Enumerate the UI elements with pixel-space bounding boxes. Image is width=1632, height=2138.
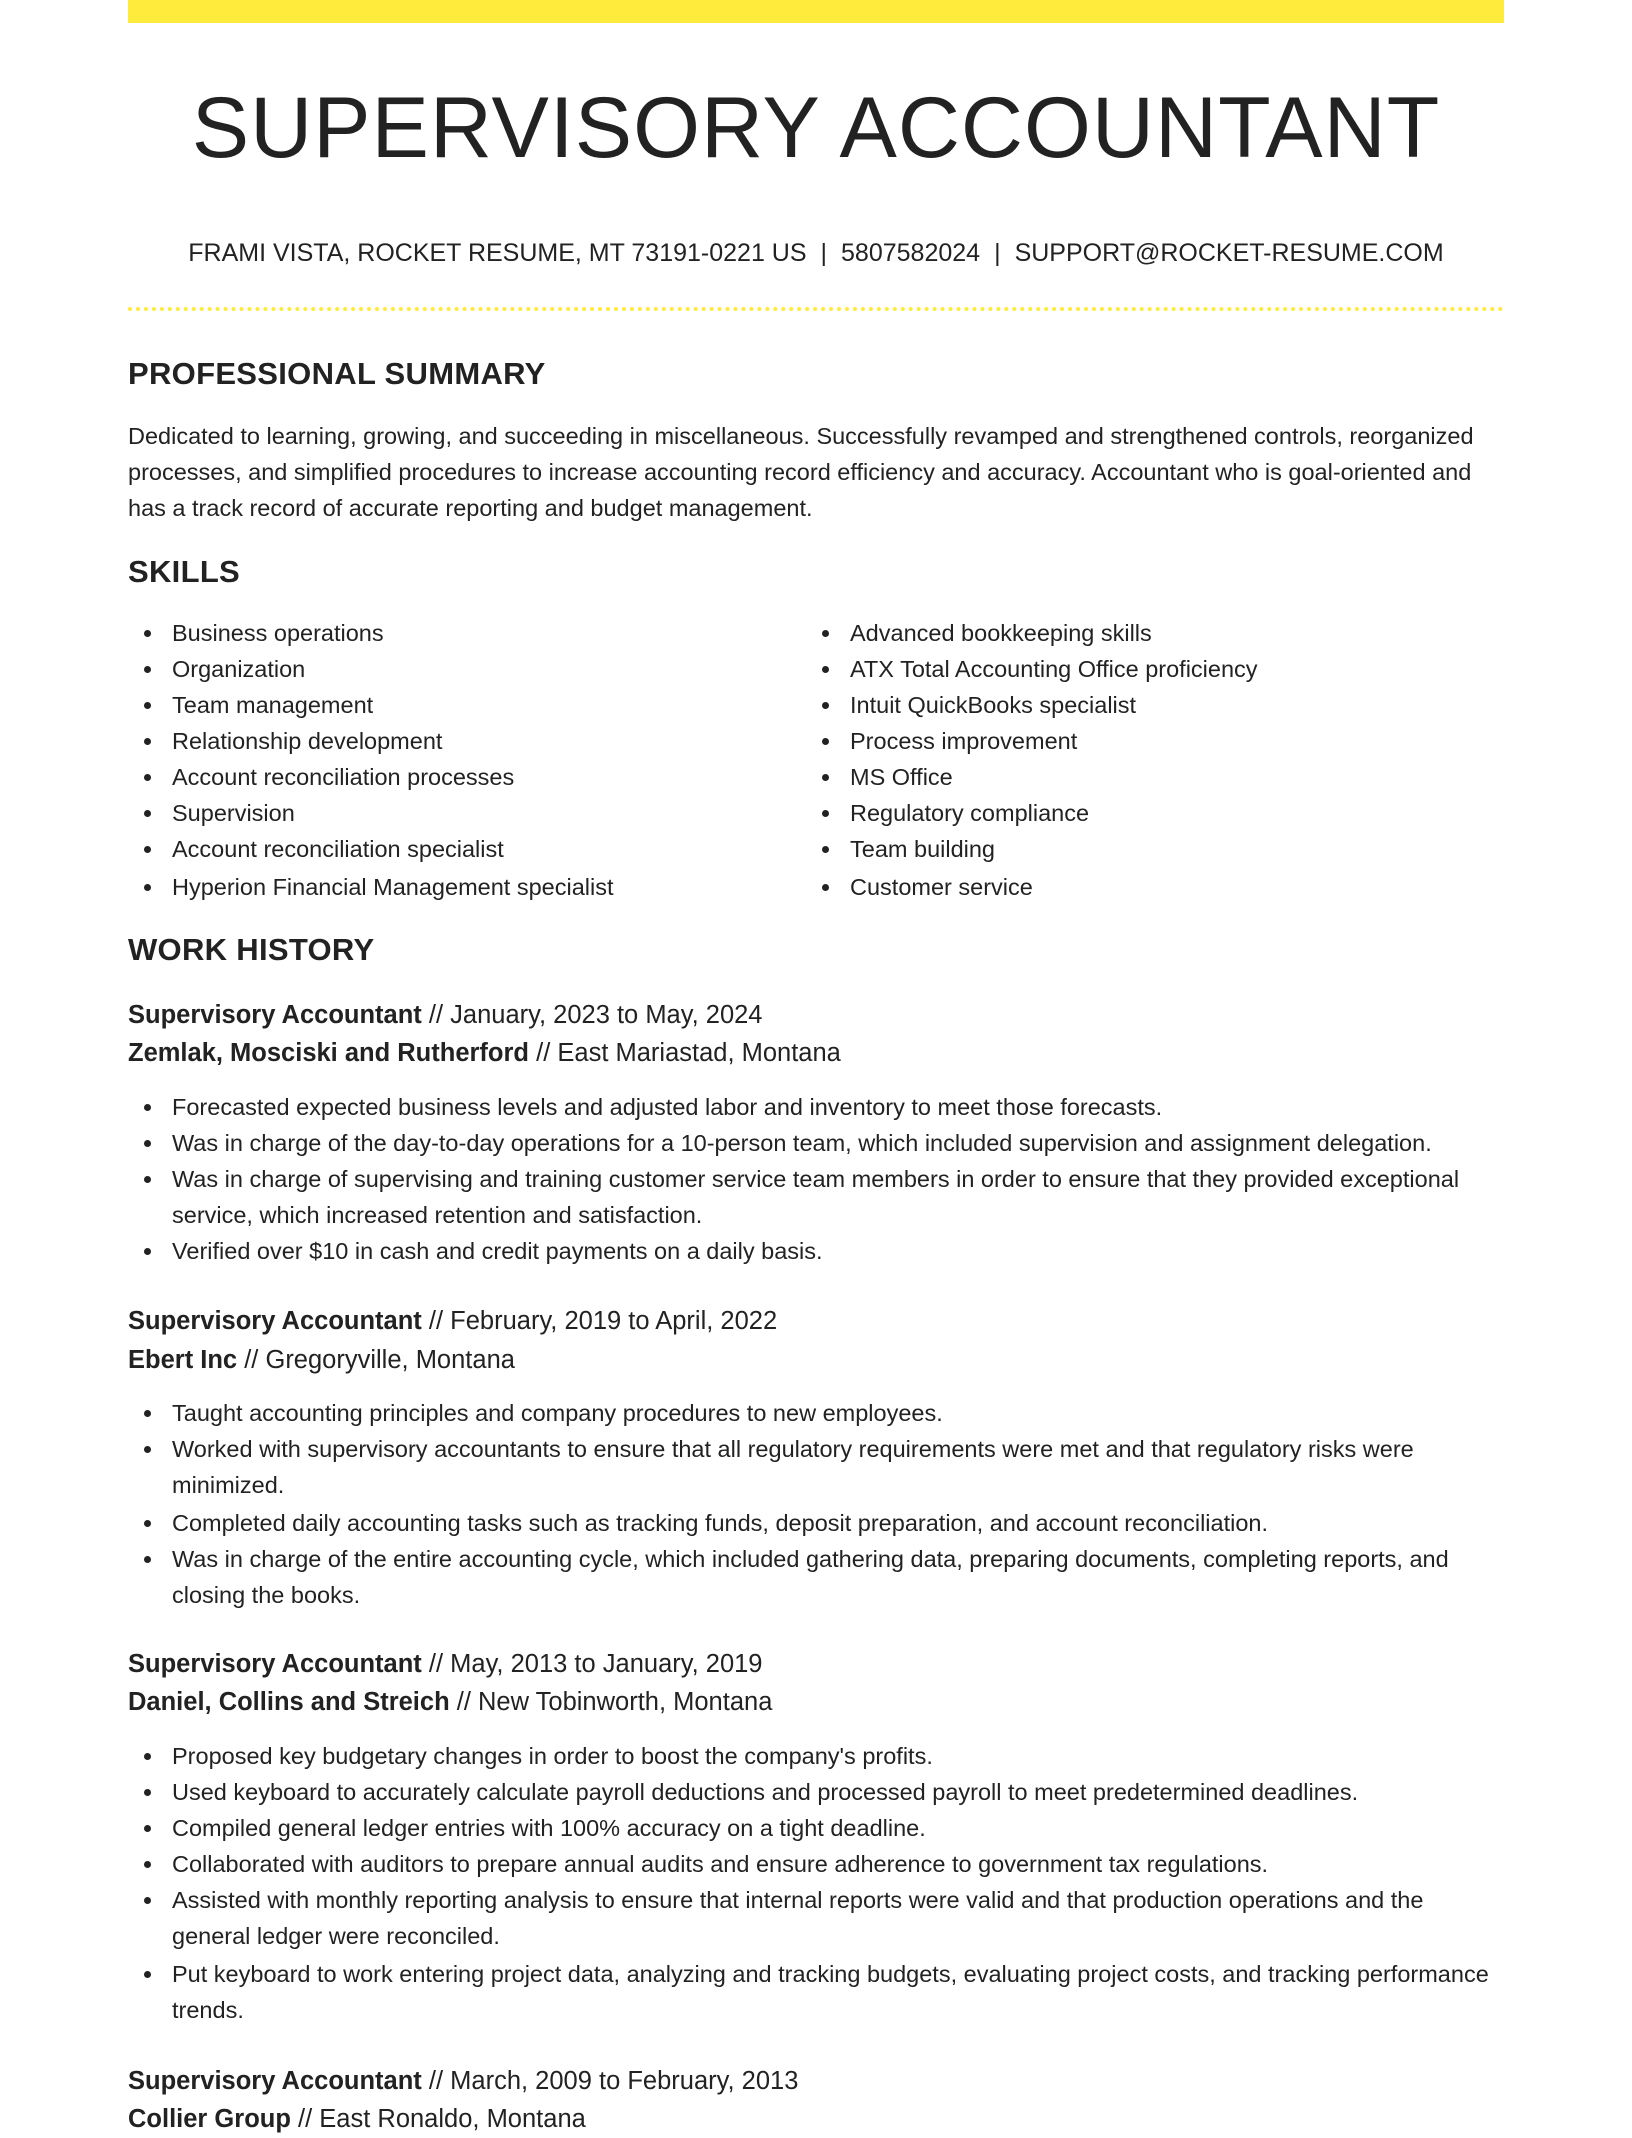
skills-heading: SKILLS [128,554,241,589]
job-separator: // [244,1346,259,1374]
job-bullet: Assisted with monthly reporting analysis to ensure that internal reports were valid and that production operations and the general ledger were reconciled. [128,1882,1504,1954]
job-company-line [128,1683,772,1721]
job-bullets [128,1089,1504,1269]
contact-separator: | [820,239,828,267]
job-bullet: Verified over $10 in cash and credit payments on a daily basis. [128,1233,1504,1269]
job-company: Collier Group [128,2105,291,2133]
skill-item: Business operations [128,615,798,651]
resume-page [128,0,1504,2133]
job-location: East Ronaldo, Montana [319,2105,586,2133]
job-role-line [128,996,763,1034]
contact-phone: 5807582024 [841,239,981,267]
skill-item: Customer service [806,869,1504,905]
skill-item: Account reconciliation specialist [128,831,798,867]
job-separator: // [428,2067,444,2095]
job-separator: // [428,1650,444,1678]
job-bullet: Was in charge of supervising and training customer service team members in order to ensure that they provided exceptional service, which increased retention and satisfaction. [128,1161,1504,1233]
skill-item: Supervision [128,795,798,831]
job-bullets [128,1395,1504,1613]
contact-address: FRAMI VISTA, ROCKET RESUME, MT 73191-0221 US [188,239,807,267]
job-role-line [128,1302,777,1340]
job-dates: February, 2019 to April, 2022 [450,1307,778,1335]
contact-email: SUPPORT@ROCKET-RESUME.COM [1014,239,1444,267]
job-bullet: Put keyboard to work entering project data, analyzing and tracking budgets, evaluating project costs, and tracking performance trends. [128,1956,1504,2028]
job-company: Zemlak, Mosciski and Rutherford [128,1039,530,1067]
job-location: Gregoryville, Montana [265,1346,515,1374]
skill-item: ATX Total Accounting Office proficiency [806,651,1504,687]
skill-item: Regulatory compliance [806,795,1504,831]
job-separator: // [428,1001,444,1029]
accent-bar [128,0,1504,23]
skill-item: Hyperion Financial Management specialist [128,869,798,905]
job-bullet: Was in charge of the day-to-day operations for a 10-person team, which included supervision and assignment delegation. [128,1125,1504,1161]
skill-item: Team building [806,831,1504,867]
skill-item: Team management [128,687,798,723]
job-company-line [128,1034,841,1072]
job-role-line [128,2062,798,2100]
skill-item: Organization [128,651,798,687]
job-bullet: Compiled general ledger entries with 100% accuracy on a tight deadline. [128,1810,1504,1846]
contact-separator: | [994,239,1001,267]
skill-item: Advanced bookkeeping skills [806,615,1504,651]
skill-item: Intuit QuickBooks specialist [806,687,1504,723]
job-bullet: Was in charge of the entire accounting cycle, which included gathering data, preparing documents, completing reports, and closing the books. [128,1541,1504,1613]
job-company-line [128,1341,515,1379]
job-company: Ebert Inc [128,1346,238,1374]
job-bullet: Forecasted expected business levels and adjusted labor and inventory to meet those forecasts. [128,1089,1504,1125]
dotted-divider [128,307,1504,311]
skill-item: MS Office [806,759,1504,795]
job-location: New Tobinworth, Montana [478,1688,773,1716]
job-bullet: Completed daily accounting tasks such as tracking funds, deposit preparation, and account reconciliation. [128,1505,1504,1541]
resume-title: SUPERVISORY ACCOUNTANT [191,80,1441,176]
job-location: East Mariastad, Montana [557,1039,841,1067]
skill-item: Process improvement [806,723,1504,759]
job-role: Supervisory Accountant [128,1307,422,1335]
job-company: Daniel, Collins and Streich [128,1688,450,1716]
job-separator: // [298,2105,313,2133]
summary-text: Dedicated to learning, growing, and succeeding in miscellaneous. Successfully revamped and strengthened controls, reorganized processes, and simplified procedures to increase accounting record efficiency and accuracy. Accountant who is goal-oriented and has a track record of accurate reporting and budget management. [128,423,1474,521]
job-bullet: Collaborated with auditors to prepare annual audits and ensure adherence to government tax regulations. [128,1846,1504,1882]
job-dates: January, 2023 to May, 2024 [450,1001,763,1029]
contact-line [128,236,1504,270]
skill-item: Relationship development [128,723,798,759]
job-dates: May, 2013 to January, 2019 [450,1650,763,1678]
job-separator: // [456,1688,471,1716]
job-role: Supervisory Accountant [128,1001,422,1029]
job-bullet: Proposed key budgetary changes in order to boost the company's profits. [128,1738,1504,1774]
work-history-heading: WORK HISTORY [128,932,375,967]
job-bullets [128,1738,1504,2028]
job-bullet: Taught accounting principles and company procedures to new employees. [128,1395,1504,1431]
skills-list-left [128,615,798,905]
job-bullet: Worked with supervisory accountants to ensure that all regulatory requirements were met and that regulatory risks were minimized. [128,1431,1504,1503]
job-role-line [128,1645,763,1683]
job-separator: // [536,1039,551,1067]
skill-item: Account reconciliation processes [128,759,798,795]
job-role: Supervisory Accountant [128,1650,422,1678]
skills-list-right [806,615,1504,905]
job-separator: // [428,1307,444,1335]
job-company-line [128,2100,586,2138]
job-bullet: Used keyboard to accurately calculate payroll deductions and processed payroll to meet predetermined deadlines. [128,1774,1504,1810]
job-role: Supervisory Accountant [128,2067,422,2095]
job-dates: March, 2009 to February, 2013 [450,2067,799,2095]
summary-heading: PROFESSIONAL SUMMARY [128,356,546,391]
